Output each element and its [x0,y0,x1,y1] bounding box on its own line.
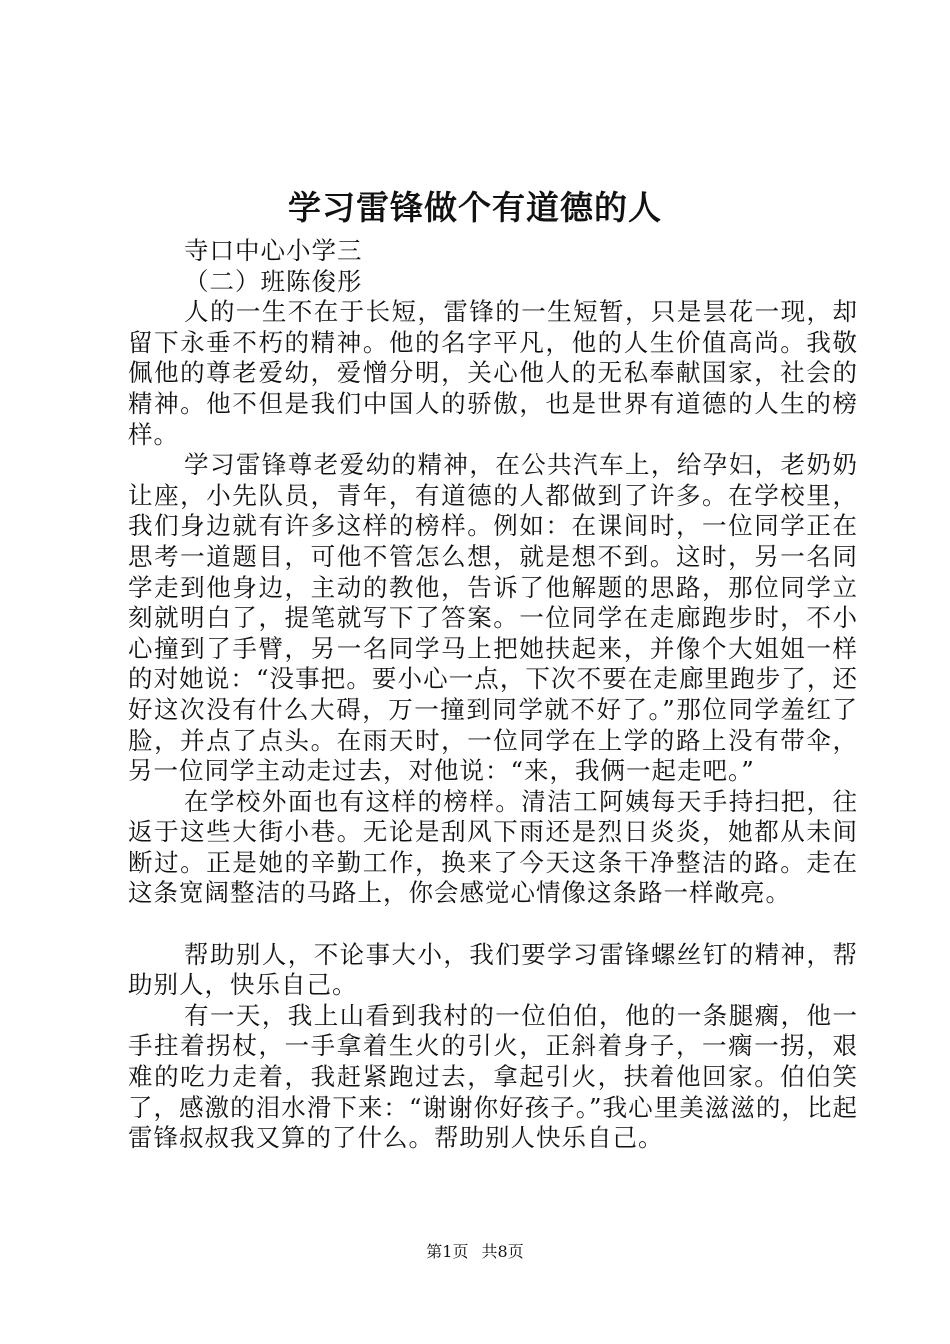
paragraph-1: 人的一生不在于长短，雷锋的一生短暂，只是昙花一现，却留下永垂不朽的精神。他的名字平凡，他的人生价值高尚。我敬佩他的尊老爱幼，爱憎分明，关心他人的无私奉献国家，社会的精神。他不但是我们中国人的骄傲，也是世界有道德的人生的榜样。 [128,297,858,449]
page-footer [0,1240,950,1264]
page-total: 共8页 [481,1242,524,1261]
paragraph-4: 帮助别人，不论事大小，我们要学习雷锋螺丝钉的精神，帮助别人，快乐自己。 [128,939,858,1000]
paragraph-3: 在学校外面也有这样的榜样。清洁工阿姨每天手持扫把，往返于这些大街小巷。无论是刮风下雨还是烈日炎炎，她都从未间断过。正是她的辛勤工作，换来了今天这条干净整洁的路。走在这条宽阔整洁的马路上，你会感觉心情像这条路一样敞亮。 [128,786,858,908]
school-line: 寺口中心小学三 [184,236,363,265]
document-title: 学习雷锋做个有道德的人 [288,188,662,227]
paragraph-spacer [128,909,858,940]
paragraph-2: 学习雷锋尊老爱幼的精神，在公共汽车上，给孕妇，老奶奶让座，小先队员，青年，有道德的人都做到了许多。在学校里，我们身边就有许多这样的榜样。例如：在课间时，一位同学正在思考一道题目，可他不管怎么想，就是想不到。这时，另一名同学走到他身边，主动的教他，告诉了他解题的思路，那位同学立刻就明白了，提笔就写下了答案。一位同学在走廊跑步时，不小心撞到了手臂，另一名同学马上把她扶起来，并像个大姐姐一样的对她说：“没事把。要小心一点，下次不要在走廊里跑步了，还好这次没有什么大碍，万一撞到同学就不好了。”那位同学羞红了脸，并点了点头。在雨天时，一位同学在上学的路上没有带伞，另一位同学主动走过去，对他说：“来，我俩一起走吧。” [128,450,858,786]
document-body [128,236,858,1154]
paragraph-5: 有一天，我上山看到我村的一位伯伯，他的一条腿瘸，他一手拄着拐杖，一手拿着生火的引火，正斜着身子，一瘸一拐，艰难的吃力走着，我赶紧跑过去，拿起引火，扶着他回家。伯伯笑了，感激的泪水滑下来：“谢谢你好孩子。”我心里美滋滋的，比起雷锋叔叔我又算的了什么。帮助别人快乐自己。 [128,1000,858,1153]
page-number: 第1页 [426,1242,469,1261]
class-author-line: （二）班陈俊彤 [184,266,363,296]
